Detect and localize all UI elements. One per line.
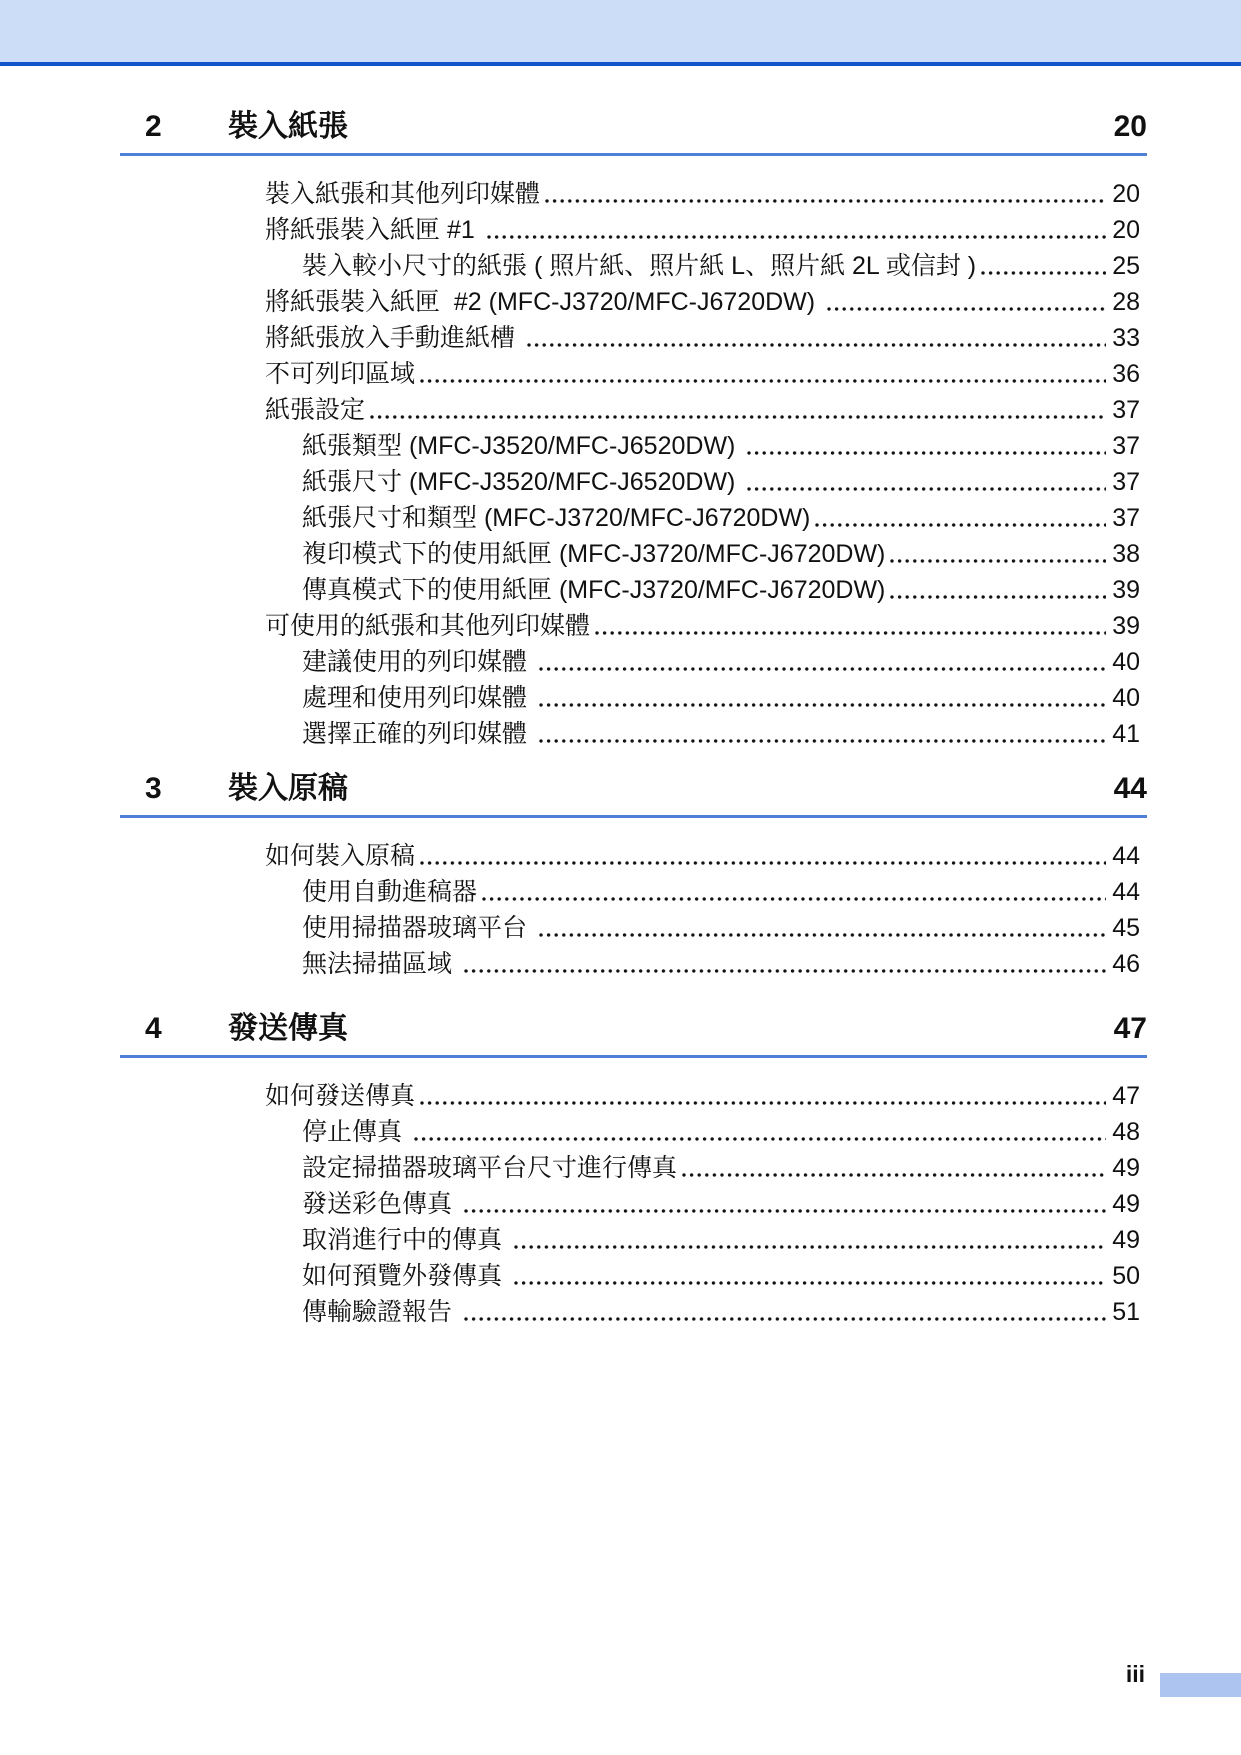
chapter-title: 裝入紙張	[228, 110, 348, 143]
dot-leader	[539, 933, 1106, 937]
page-number: iii	[1125, 1661, 1145, 1687]
toc-entry-page: 47	[1112, 1082, 1140, 1110]
toc-entry-label: 紙張類型 (MFC-J3520/MFC-J6520DW)	[302, 432, 743, 460]
toc-entry-label: 紙張尺寸 (MFC-J3520/MFC-J6520DW)	[302, 468, 743, 496]
toc-entry	[265, 356, 1140, 392]
dot-leader	[514, 1245, 1106, 1249]
chapter-heading	[120, 772, 1147, 818]
dot-leader	[981, 271, 1106, 275]
toc-entry-label: 選擇正確的列印媒體	[302, 720, 534, 748]
toc-entry-page: 48	[1112, 1118, 1140, 1146]
chapter-heading	[120, 110, 1147, 156]
header-band	[0, 0, 1241, 66]
dot-leader	[370, 415, 1106, 419]
toc-entry-page: 20	[1112, 216, 1140, 244]
toc-entry	[265, 212, 1140, 248]
toc-entry-page: 51	[1112, 1298, 1140, 1326]
toc-entry	[265, 284, 1140, 320]
toc-entry-page: 44	[1112, 878, 1140, 906]
toc-entry-label: 不可列印區域	[265, 360, 416, 388]
toc-entry	[265, 392, 1140, 428]
toc-entry-page: 33	[1112, 324, 1140, 352]
dot-leader	[482, 897, 1106, 901]
toc-entry	[265, 572, 1140, 608]
toc-entry-page: 41	[1112, 720, 1140, 748]
toc-entry-label: 如何預覽外發傳真	[302, 1262, 509, 1290]
toc-entry	[265, 1186, 1140, 1222]
toc-entry	[265, 536, 1140, 572]
toc-entry-label: 發送彩色傳真	[302, 1190, 459, 1218]
dot-leader	[464, 969, 1106, 973]
toc-entry	[265, 500, 1140, 536]
toc-entry-page: 37	[1112, 468, 1140, 496]
toc-entry-label: 可使用的紙張和其他列印媒體	[265, 612, 591, 640]
toc-entry-page: 37	[1112, 504, 1140, 532]
toc-entry-page: 37	[1112, 432, 1140, 460]
dot-leader	[514, 1281, 1106, 1285]
toc-entry-page: 49	[1112, 1190, 1140, 1218]
toc-entries	[265, 176, 1140, 752]
toc-entry	[265, 874, 1140, 910]
dot-leader	[890, 559, 1106, 563]
toc-entry-label: 將紙張裝入紙匣 #1	[265, 216, 482, 244]
toc-entry	[265, 1294, 1140, 1330]
footer-tab-marker	[1160, 1673, 1241, 1697]
dot-leader	[414, 1137, 1106, 1141]
toc-entry-page: 49	[1112, 1226, 1140, 1254]
dot-leader	[539, 667, 1106, 671]
dot-leader	[815, 523, 1106, 527]
toc-entry	[265, 176, 1140, 212]
chapter-title: 發送傳真	[228, 1012, 348, 1045]
toc-entry-label: 將紙張放入手動進紙槽	[265, 324, 522, 352]
dot-leader	[747, 451, 1106, 455]
dot-leader	[545, 199, 1106, 203]
chapter-title: 裝入原稿	[228, 772, 348, 805]
toc-entry-label: 無法掃描區域	[302, 950, 459, 978]
toc-entry-label: 取消進行中的傳真	[302, 1226, 509, 1254]
toc-entry	[265, 946, 1140, 982]
toc-entry-page: 39	[1112, 612, 1140, 640]
toc-entry-label: 紙張設定	[265, 396, 366, 424]
dot-leader	[595, 631, 1106, 635]
toc-entry-page: 45	[1112, 914, 1140, 942]
toc-entry-page: 40	[1112, 684, 1140, 712]
chapter-number: 4	[145, 1012, 162, 1045]
dot-leader	[890, 595, 1106, 599]
toc-entry-label: 處理和使用列印媒體	[302, 684, 534, 712]
chapter-number: 2	[145, 110, 162, 143]
dot-leader	[420, 379, 1106, 383]
toc-entry-page: 40	[1112, 648, 1140, 676]
dot-leader	[464, 1317, 1106, 1321]
toc-entry	[265, 464, 1140, 500]
chapter-page-number: 20	[1113, 110, 1147, 143]
chapter-number: 3	[145, 772, 162, 805]
toc-entry	[265, 248, 1140, 284]
chapter-4-section	[0, 1012, 1241, 1330]
toc-entry-label: 如何裝入原稿	[265, 842, 416, 870]
toc-entry	[265, 644, 1140, 680]
chapter-page-number: 44	[1113, 772, 1147, 805]
toc-entry	[265, 680, 1140, 716]
dot-leader	[420, 1101, 1106, 1105]
toc-entry-label: 裝入較小尺寸的紙張 ( 照片紙、照片紙 L、照片紙 2L 或信封 )	[302, 252, 977, 280]
toc-entry-label: 傳輸驗證報告	[302, 1298, 459, 1326]
toc-entry-label: 複印模式下的使用紙匣 (MFC-J3720/MFC-J6720DW)	[302, 540, 886, 568]
dot-leader	[539, 703, 1106, 707]
toc-entries	[265, 838, 1140, 982]
toc-entry-page: 25	[1112, 252, 1140, 280]
toc-entry	[265, 1078, 1140, 1114]
toc-entry-label: 停止傳真	[302, 1118, 409, 1146]
chapter-heading	[120, 1012, 1147, 1058]
dot-leader	[464, 1209, 1106, 1213]
toc-entry	[265, 428, 1140, 464]
chapter-2-section	[0, 110, 1241, 752]
toc-entry-page: 28	[1112, 288, 1140, 316]
dot-leader	[487, 235, 1106, 239]
dot-leader	[827, 307, 1106, 311]
toc-entry	[265, 320, 1140, 356]
toc-entry	[265, 910, 1140, 946]
toc-entry-label: 傳真模式下的使用紙匣 (MFC-J3720/MFC-J6720DW)	[302, 576, 886, 604]
toc-entry-page: 36	[1112, 360, 1140, 388]
toc-entry	[265, 1258, 1140, 1294]
toc-entry-label: 使用自動進稿器	[302, 878, 478, 906]
dot-leader	[527, 343, 1106, 347]
toc-entry-label: 使用掃描器玻璃平台	[302, 914, 534, 942]
toc-entry	[265, 716, 1140, 752]
toc-entry-page: 39	[1112, 576, 1140, 604]
chapter-page-number: 47	[1113, 1012, 1147, 1045]
dot-leader	[539, 739, 1106, 743]
dot-leader	[682, 1173, 1106, 1177]
toc-entry-page: 38	[1112, 540, 1140, 568]
toc-entry-label: 裝入紙張和其他列印媒體	[265, 180, 541, 208]
toc-entry-label: 設定掃描器玻璃平台尺寸進行傳真	[302, 1154, 678, 1182]
toc-entry-page: 37	[1112, 396, 1140, 424]
toc-entry-label: 將紙張裝入紙匣 #2 (MFC-J3720/MFC-J6720DW)	[265, 288, 823, 316]
toc-entry-page: 44	[1112, 842, 1140, 870]
toc-entry	[265, 1150, 1140, 1186]
toc-entry	[265, 1222, 1140, 1258]
toc-entry	[265, 1114, 1140, 1150]
chapter-3-section	[0, 772, 1241, 982]
toc-entry-page: 46	[1112, 950, 1140, 978]
dot-leader	[747, 487, 1106, 491]
toc-entry-label: 紙張尺寸和類型 (MFC-J3720/MFC-J6720DW)	[302, 504, 811, 532]
toc-entries	[265, 1078, 1140, 1330]
toc-entry-page: 49	[1112, 1154, 1140, 1182]
toc-entry-label: 如何發送傳真	[265, 1082, 416, 1110]
toc-entry	[265, 608, 1140, 644]
dot-leader	[420, 861, 1106, 865]
toc-entry-page: 20	[1112, 180, 1140, 208]
toc-entry-page: 50	[1112, 1262, 1140, 1290]
toc-entry	[265, 838, 1140, 874]
toc-entry-label: 建議使用的列印媒體	[302, 648, 534, 676]
